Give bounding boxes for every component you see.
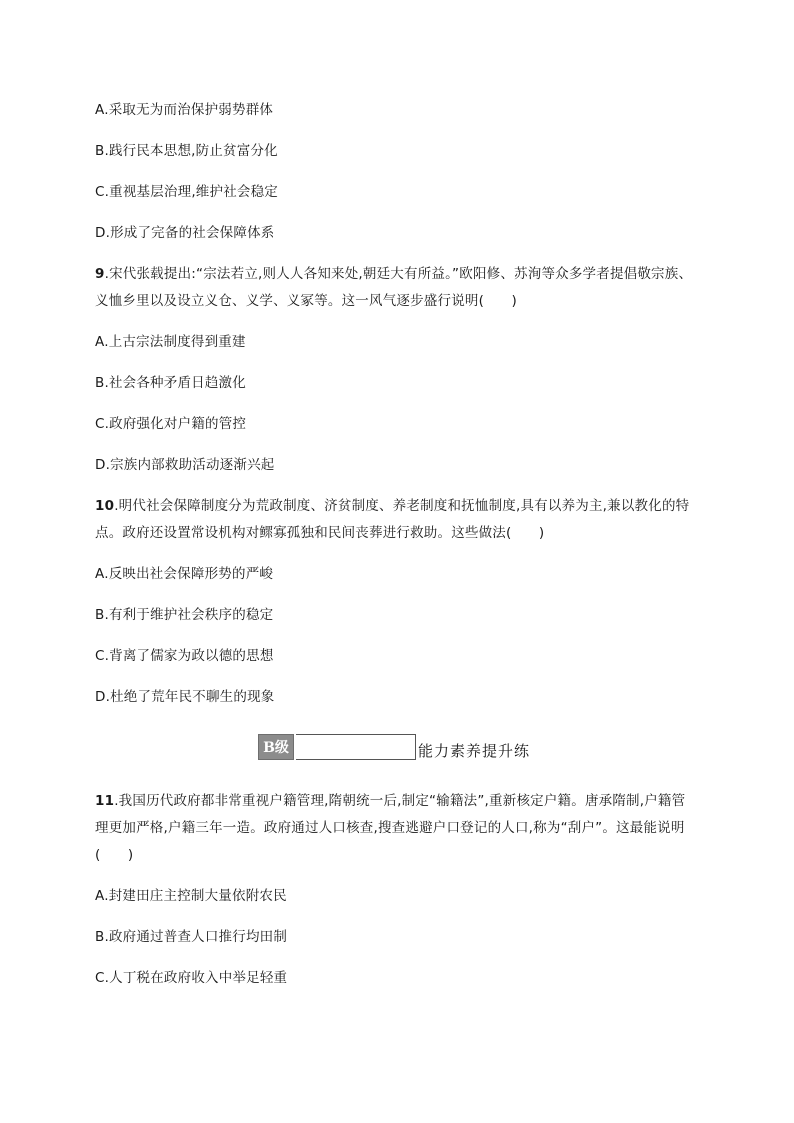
q10-number: 10 <box>95 498 115 514</box>
q9-option-a: A.上古宗法制度得到重建 <box>95 334 246 350</box>
q9-option-b: B.社会各种矛盾日趋激化 <box>95 375 246 391</box>
q10-stem-line2: 点。政府还设置常设机构对鳏寡孤独和民间丧葬进行救助。这些做法( ) <box>95 525 545 541</box>
q8-option-d: D.形成了完备的社会保障体系 <box>95 225 275 241</box>
q8-option-c: C.重视基层治理,维护社会稳定 <box>95 184 279 200</box>
q11-stem-line2: 理更加严格,户籍三年一造。政府通过人口核查,搜查逃避户口登记的人口,称为“刮户”。这最能说明 <box>95 820 685 836</box>
q9-option-c: C.政府强化对户籍的管控 <box>95 416 247 432</box>
q10-stem-line1 <box>95 497 689 515</box>
q9-stem-line1 <box>95 265 692 283</box>
q9-text-1: .宋代张载提出:“宗法若立,则人人各知来处,朝廷大有所益。”欧阳修、苏洵等众多学者提倡敬宗族、 <box>104 266 693 282</box>
q11-number: 11 <box>95 793 115 809</box>
q11-option-b: B.政府通过普查人口推行均田制 <box>95 929 288 945</box>
section-banner-box <box>296 734 416 760</box>
q9-stem-line2: 义恤乡里以及设立义仓、义学、义冢等。这一风气逐步盛行说明( ) <box>95 293 517 309</box>
q8-option-b: B.践行民本思想,防止贫富分化 <box>95 143 278 159</box>
q11-stem-line1 <box>95 792 685 810</box>
q11-text-1: .我国历代政府都非常重视户籍管理,隋朝统一后,制定“输籍法”,重新核定户籍。唐承隋制,户籍管 <box>114 793 686 809</box>
q11-answer-paren: ( ) <box>95 847 134 863</box>
q9-option-d: D.宗族内部救助活动逐渐兴起 <box>95 457 275 473</box>
q11-option-a: A.封建田庄主控制大量依附农民 <box>95 888 287 904</box>
section-title: 能力素养提升练 <box>418 742 531 760</box>
section-banner <box>258 732 530 760</box>
q10-option-c: C.背离了儒家为政以德的思想 <box>95 648 274 664</box>
q10-option-b: B.有利于维护社会秩序的稳定 <box>95 607 274 623</box>
q10-option-d: D.杜绝了荒年民不聊生的现象 <box>95 689 275 705</box>
q10-text-1: .明代社会保障制度分为荒政制度、济贫制度、养老制度和抚恤制度,具有以养为主,兼以教化的特 <box>114 498 690 514</box>
q11-option-c: C.人丁税在政府收入中举足轻重 <box>95 970 288 986</box>
q10-option-a: A.反映出社会保障形势的严峻 <box>95 566 274 582</box>
q8-option-a: A.采取无为而治保护弱势群体 <box>95 102 274 118</box>
q9-number: 9 <box>95 266 105 282</box>
section-level-badge: B级 <box>258 734 294 760</box>
